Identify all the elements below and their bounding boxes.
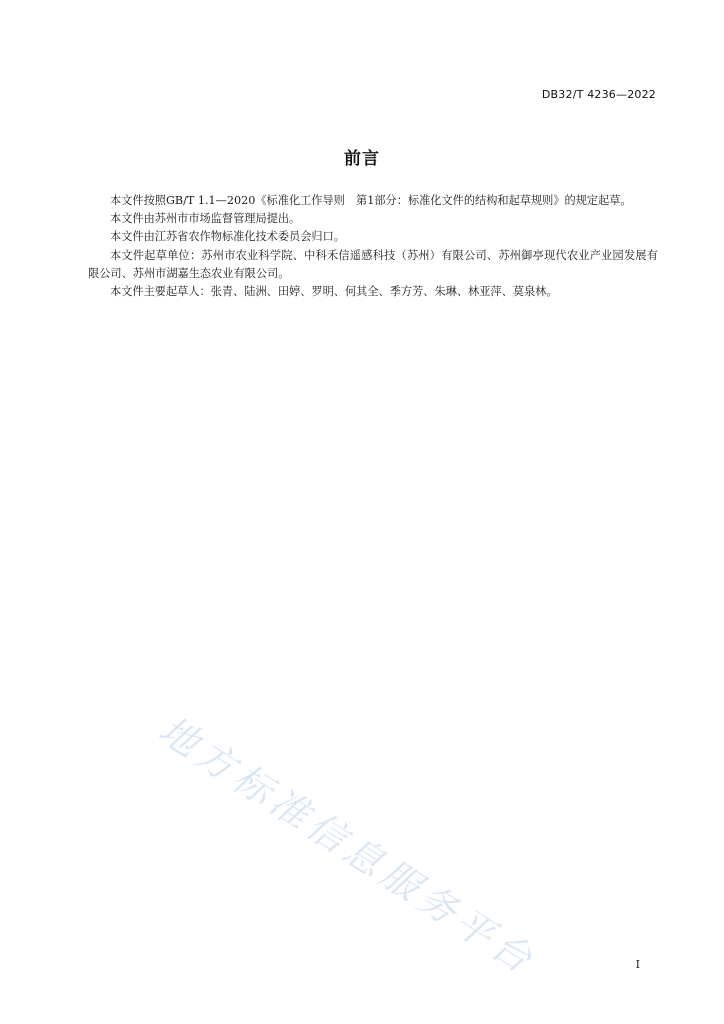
paragraph-drafting-units: 本文件起草单位：苏州市农业科学院、中科禾信遥感科技（苏州）有限公司、苏州御亭现代农业产业园发展有限公司、苏州市湖嘉生态农业有限公司。	[88, 248, 658, 280]
paragraph-drafters: 本文件主要起草人：张青、陆洲、田婷、罗明、何其全、季方芳、朱琳、林亚萍、莫泉林。	[110, 285, 558, 299]
paragraph-proposer: 本文件由苏州市市场监督管理局提出。	[110, 212, 301, 226]
foreword-body	[88, 192, 658, 301]
paragraph-committee: 本文件由江苏省农作物标准化技术委员会归口。	[110, 230, 345, 244]
watermark-text: 地方标准信息服务平台	[151, 707, 545, 985]
paragraph-drafting-basis: 本文件按照GB/T 1.1—2020《标准化工作导则 第1部分：标准化文件的结构和起草规则》的规定起草。	[110, 194, 632, 207]
page-number: I	[635, 958, 640, 971]
section-title: 前言	[344, 149, 380, 169]
document-code: DB32/T 4236—2022	[541, 88, 656, 101]
